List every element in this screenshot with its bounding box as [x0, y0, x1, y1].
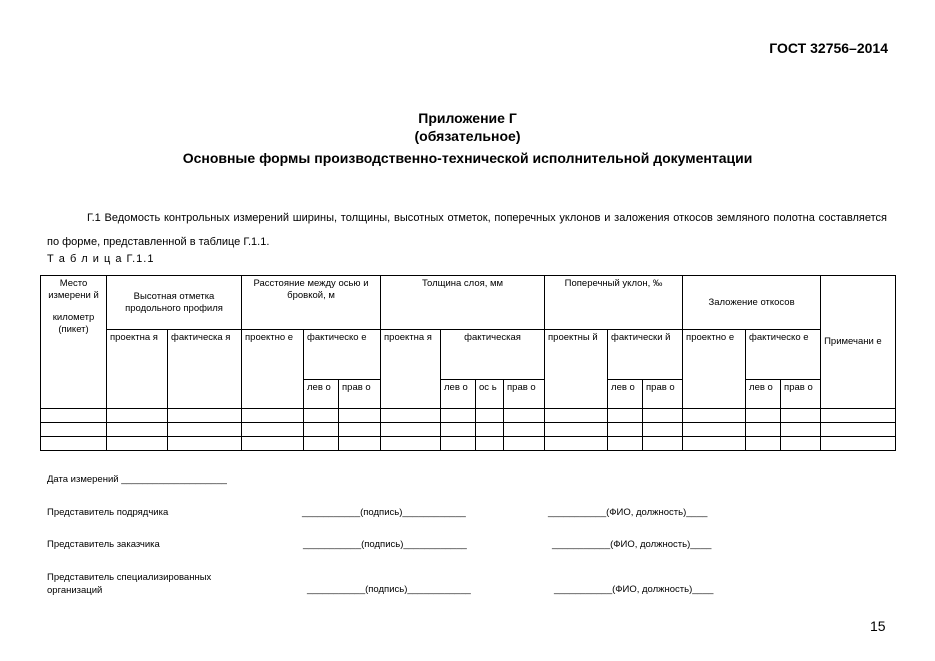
- table-header-row-1: [41, 276, 896, 330]
- thickness-right: прав о: [504, 380, 545, 409]
- thickness-axis: ос ь: [476, 380, 504, 409]
- page-number: 15: [870, 618, 886, 634]
- contractor-label: Представитель подрядчика: [47, 507, 169, 518]
- elevation-actual: фактическа я: [168, 330, 242, 409]
- table-header-row-2: [41, 330, 896, 380]
- slope-header: Поперечный уклон, ‰: [545, 276, 683, 330]
- note-header: Примечани е: [821, 276, 896, 409]
- specialized-org-label: Представитель специализированных организаций: [47, 572, 212, 596]
- distance-right: прав о: [339, 380, 381, 409]
- embankment-projected: проектно е: [683, 330, 746, 409]
- distance-projected: проектно е: [242, 330, 304, 409]
- thickness-projected: проектна я: [381, 330, 441, 409]
- elevation-header: Высотная отметка продольного профиля: [107, 276, 242, 330]
- embankment-actual: фактическо е: [746, 330, 821, 380]
- embankment-left: лев о: [746, 380, 781, 409]
- place-label: Место измерени й: [48, 278, 99, 301]
- distance-left: лев о: [304, 380, 339, 409]
- table-row: [41, 437, 896, 451]
- place-header: [41, 276, 107, 409]
- slope-left: лев о: [608, 380, 643, 409]
- document-standard-number: ГОСТ 32756–2014: [769, 40, 888, 56]
- slope-actual: фактически й: [608, 330, 683, 380]
- intro-paragraph: Г.1 Ведомость контрольных измерений ширины, толщины, высотных отметок, поперечных уклонов и заложения откосов земляного полотна составляется по форме, представленной в таблице Г.1.1.: [47, 212, 887, 248]
- table-row: [41, 409, 896, 423]
- contractor-name-line: ___________(ФИО, должность)____: [548, 507, 708, 518]
- distance-actual: фактическо е: [304, 330, 381, 380]
- appendix-status: (обязательное): [414, 128, 521, 144]
- thickness-actual: фактическая: [441, 330, 545, 380]
- table-caption: Т а б л и ц а Г.1.1: [47, 253, 155, 265]
- thickness-header: Толщина слоя, мм: [381, 276, 545, 330]
- km-label: километр (пикет): [52, 312, 95, 335]
- specialized-signature-line: ___________(подпись)____________: [307, 584, 471, 595]
- customer-name-line: ___________(ФИО, должность)____: [552, 539, 712, 550]
- specialized-name-line: ___________(ФИО, должность)____: [554, 584, 714, 595]
- table-row: [41, 423, 896, 437]
- appendix-subtitle: Основные формы производственно-технической исполнительной документации: [182, 150, 753, 166]
- measurement-table: [40, 275, 896, 451]
- customer-label: Представитель заказчика: [47, 539, 160, 550]
- appendix-title: Приложение Г: [418, 110, 517, 126]
- slope-right: прав о: [643, 380, 683, 409]
- distance-header: Расстояние между осью и бровкой, м: [242, 276, 381, 330]
- embankment-header: Заложение откосов: [683, 276, 821, 330]
- measurement-date-line: Дата измерений ____________________: [47, 474, 227, 485]
- slope-projected: проектны й: [545, 330, 608, 409]
- thickness-left: лев о: [441, 380, 476, 409]
- embankment-right: прав о: [781, 380, 821, 409]
- elevation-projected: проектна я: [107, 330, 168, 409]
- contractor-signature-line: ___________(подпись)____________: [302, 507, 466, 518]
- customer-signature-line: ___________(подпись)____________: [303, 539, 467, 550]
